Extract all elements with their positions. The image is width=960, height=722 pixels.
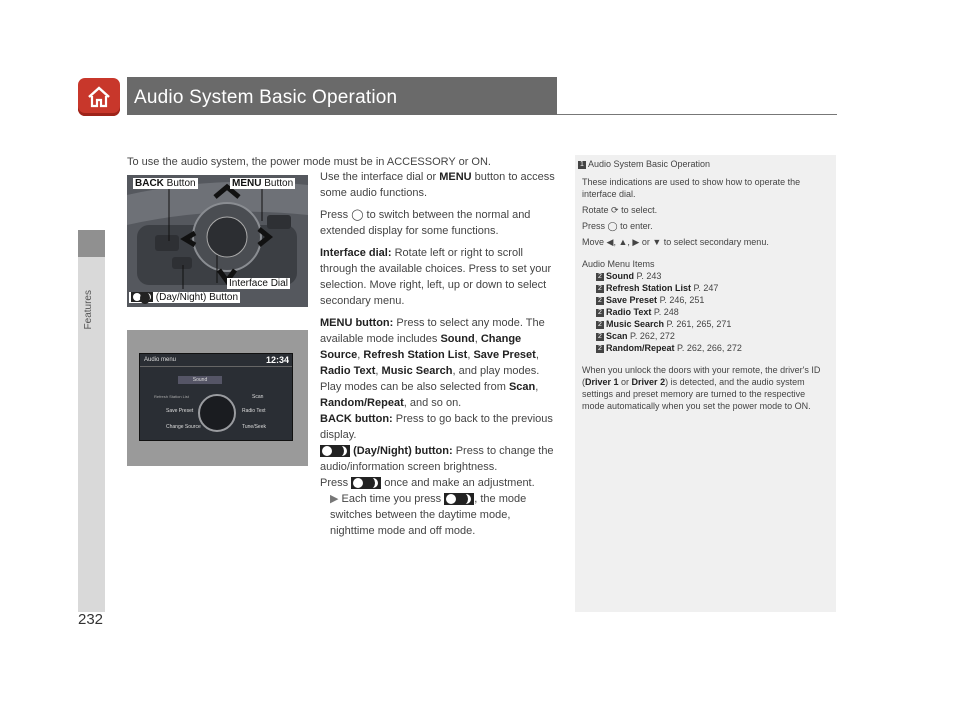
section-label: Features [83,290,94,330]
move-down-icon: ▼ [652,237,662,247]
sidebar-heading: Audio System Basic Operation [588,159,711,169]
ref-scan[interactable]: 2 Scan P. 262, 272 [596,330,830,342]
sidebar-content: 1 Audio System Basic Operation These indications are used to show how to operate the interface dial. Rotate ⟳ to select. Press ◯ to enter. Move ◀, ▲, ▶ or ▼ to select secondary menu. Audio Menu Items 2 Sound P. 243 2 Refresh Station List P. 247 2 Save Preset P. 246, 251 2 Radio Text P. 248 2 Music Search P. 261, 265, 271 2 Scan P. 262, 272 2 Random/Repeat P. 262, 266, 272 When you unlock the doors with your remote, the driver's ID (Driver 1 or Driver 2) is detected, and the audio system settings and preset memory are turned to the respective mode automatically when you set the power mode to ON. [578,158,830,412]
ref-arrow-icon: 2 [596,321,604,329]
press-dial-icon: ◯ [351,209,364,221]
menu-button-label: MENU Button [232,178,294,189]
audio-menu-screen [139,353,293,441]
ref-radio-text[interactable]: 2 Radio Text P. 248 [596,306,830,318]
ref-arrow-icon: 2 [596,333,604,341]
home-icon [86,86,112,108]
ref-arrow-icon: 2 [596,297,604,305]
ref-arrow-icon: 2 [596,285,604,293]
screen-title: Audio menu [144,357,177,363]
screen-dial-icon [198,394,236,432]
day-night-icon [444,493,474,505]
ref-refresh-station-list[interactable]: 2 Refresh Station List P. 247 [596,282,830,294]
interface-dial-label: Interface Dial [229,278,288,289]
day-night-icon [320,445,350,457]
page-title: Audio System Basic Operation [134,87,398,108]
screen-item-refresh: Refresh Station List [154,394,189,399]
move-left-icon: ◀ [606,237,614,247]
press-dial-icon: ◯ [607,221,618,231]
ref-arrow-icon: 2 [596,345,604,353]
screen-item-sound: Sound [178,376,222,384]
screen-item-change-source: Change Source [166,424,201,430]
home-button[interactable] [78,78,120,116]
screen-item-save-preset: Save Preset [166,408,194,414]
ref-random-repeat[interactable]: 2 Random/Repeat P. 262, 266, 272 [596,342,830,354]
intro-text: To use the audio system, the power mode must be in ACCESSORY or ON. [127,156,491,168]
main-text: Use the interface dial or MENU button to access some audio functions. Press ◯ to switch between the normal and extended display for some functions. Interface dial: Rotate left or right to scroll through the available choices. Press to set your selection. Move right, left, up or down to select secondary menu. MENU button: Press to select any mode. The available mode includes Sound, Change Source, Refresh Station List, Save Preset, Radio Text, Music Search, and play modes. Play modes can be also selected from Scan, Random/Repeat, and so on. BACK button: Press to go back to the previous display. (Day/Night) button: Press to change the audio/information screen brightness. Press once and make an adjustment. ▶ Each time you press , the mode switches between the daytime mode, nighttime mode and off mode. [320,171,555,537]
move-right-icon: ▶ [632,237,640,247]
ref-save-preset[interactable]: 2 Save Preset P. 246, 251 [596,294,830,306]
sidebar-unlock-note: When you unlock the doors with your remote, the driver's ID (Driver 1 or Driver 2) is detected, and the audio system settings and preset memory are turned to the respective mode automatically when you set the power mode to ON. [582,365,821,411]
screen-item-radio-text: Radio Text [242,408,266,414]
screen-item-tune-seek: Tune/Seek [242,424,266,430]
ref-arrow-icon: 2 [596,309,604,317]
screen-item-scan: Scan [252,394,264,400]
ref-sound[interactable]: 2 Sound P. 243 [596,270,830,282]
screen-clock: 12:34 [265,355,289,365]
title-rule [557,114,837,115]
move-up-icon: ▲ [618,237,628,247]
day-night-icon [351,477,381,489]
day-night-button-label: (Day/Night) Button [129,292,240,303]
section-tab [78,230,105,257]
day-night-icon [131,292,153,302]
controls-photo [127,175,308,307]
ref-music-search[interactable]: 2 Music Search P. 261, 265, 271 [596,318,830,330]
audio-menu-items-heading: Audio Menu Items [582,259,655,269]
page-number: 232 [78,611,104,628]
ref-arrow-icon: 2 [596,273,604,281]
back-button-label: BACK Button [135,178,196,189]
sidebar-p1: These indications are used to show how to operate the interface dial. [582,177,801,199]
rotate-dial-icon: ⟳ [611,205,619,215]
note-icon: 1 [578,161,586,169]
